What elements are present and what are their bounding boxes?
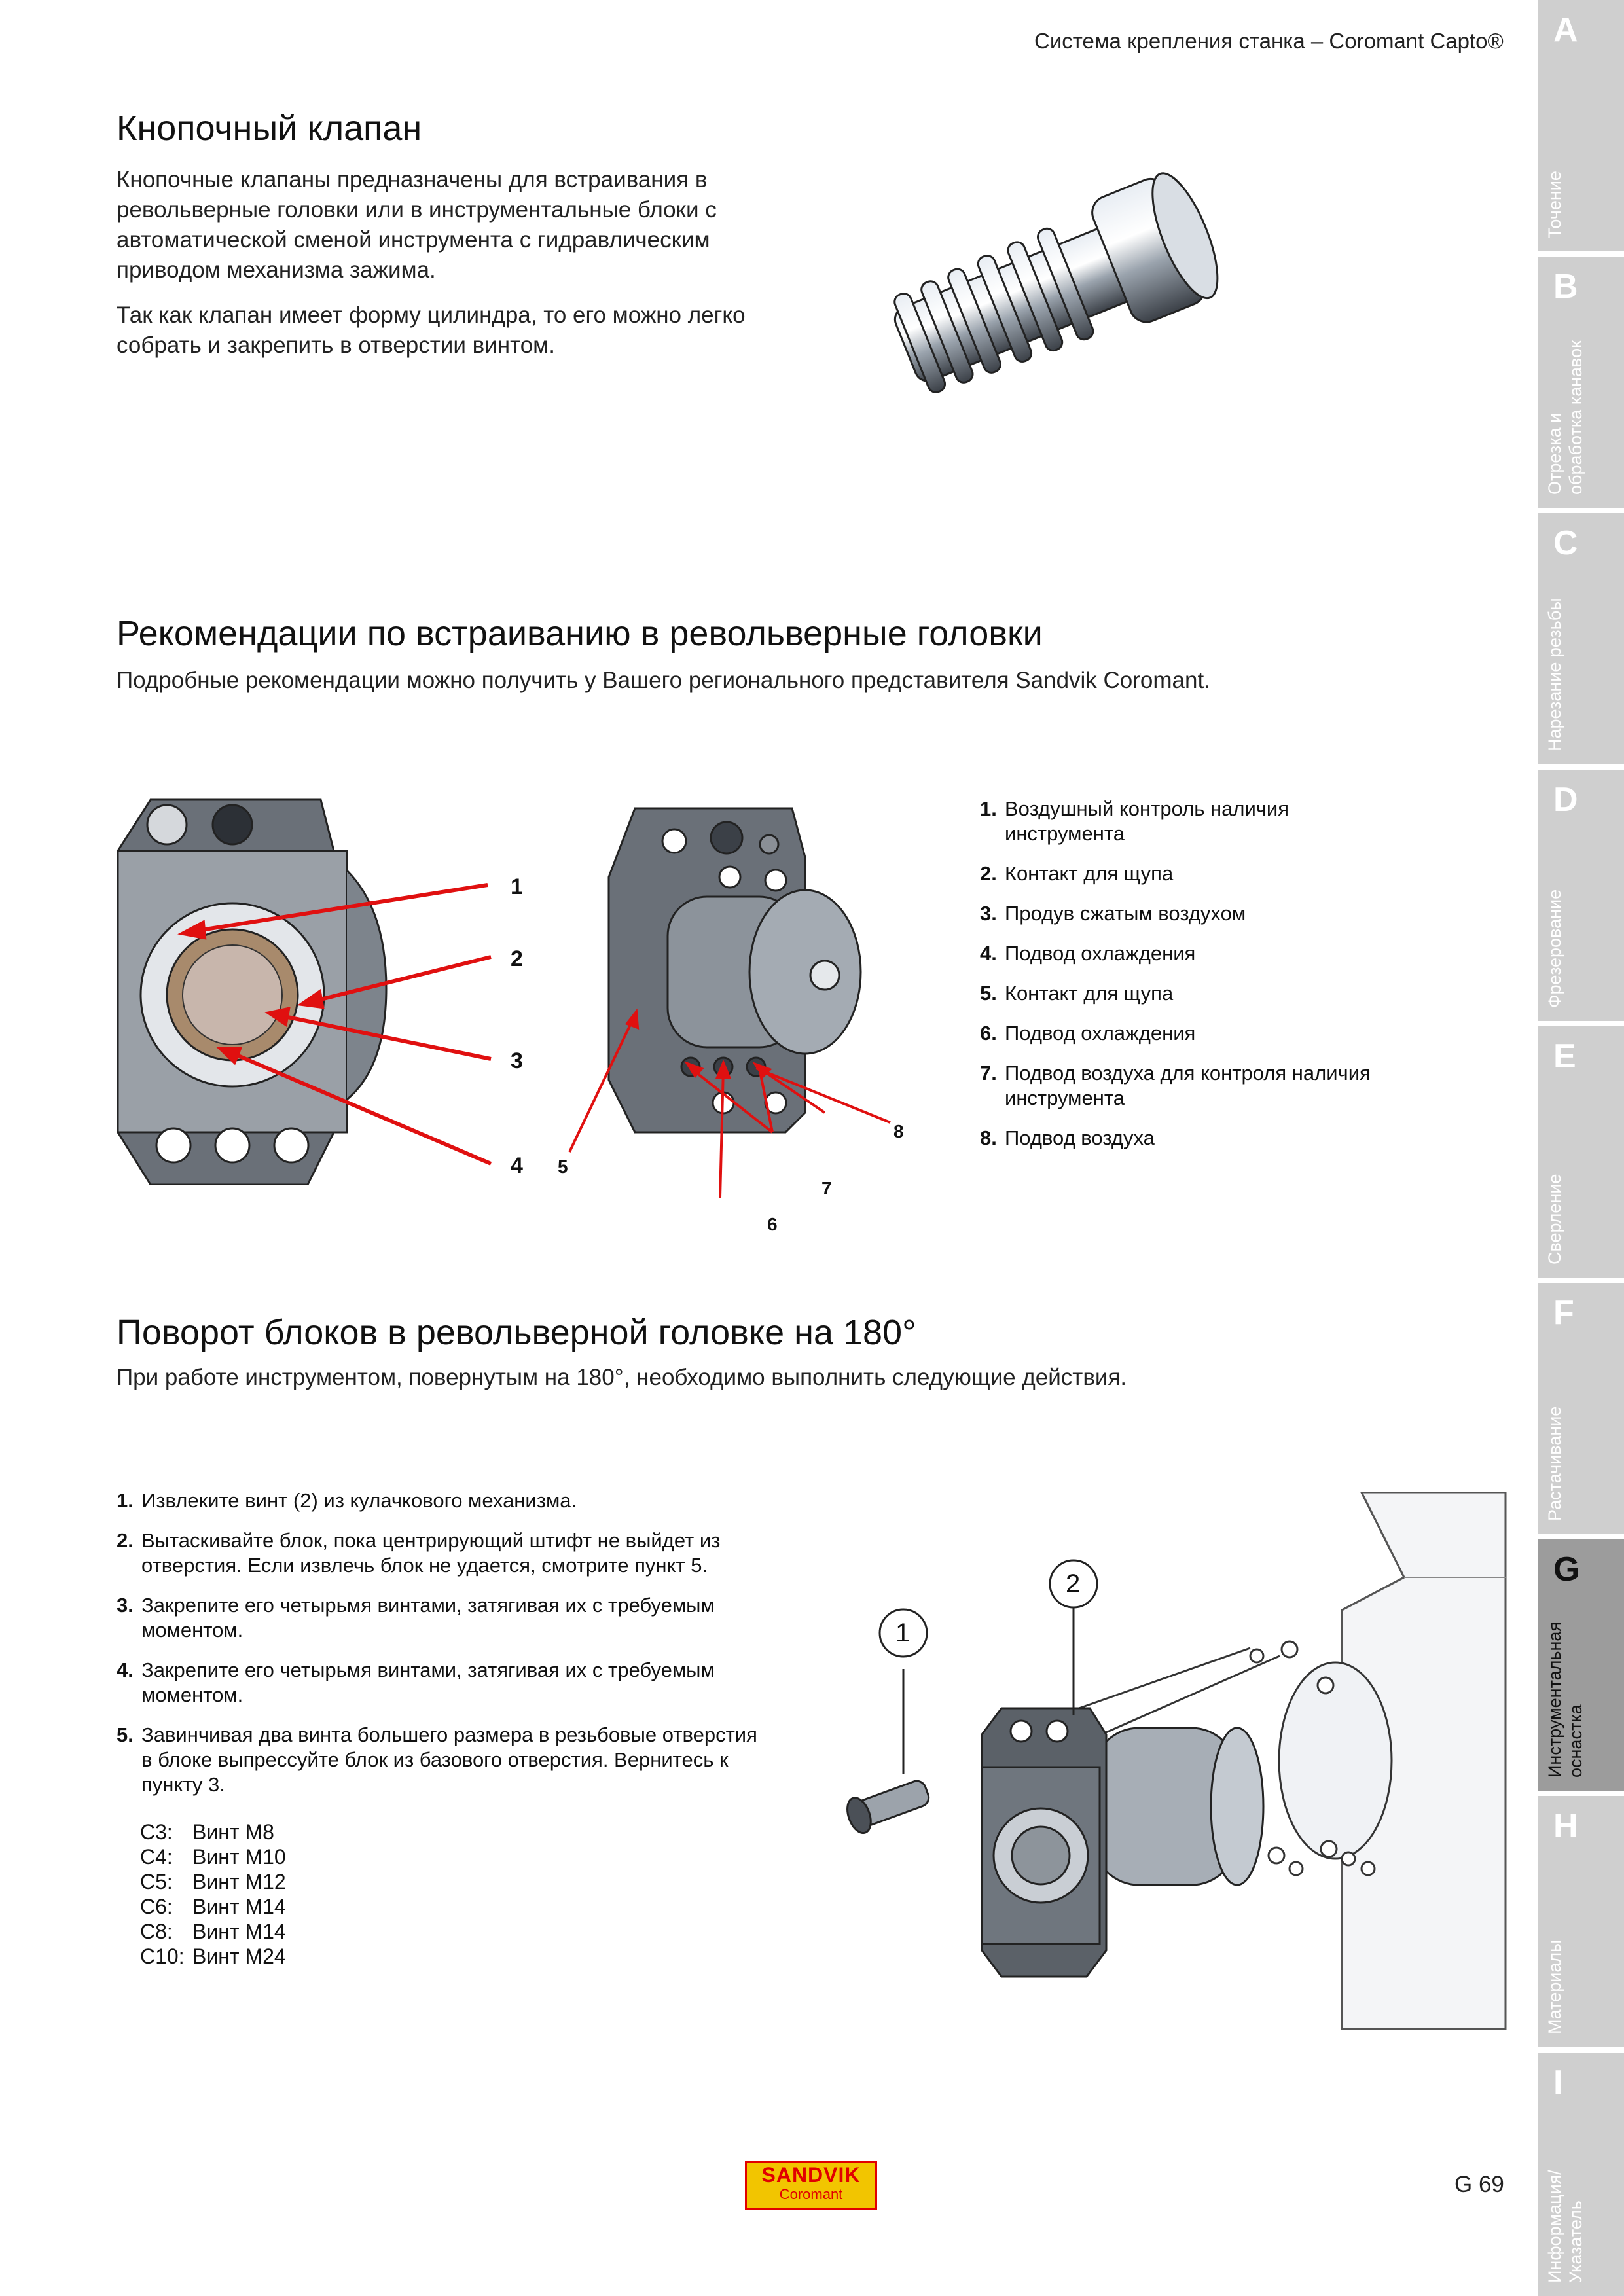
tab-c[interactable]	[1538, 513, 1624, 764]
text-line: автоматической сменой инструмента с гидравлическим	[117, 227, 710, 253]
legend-item: 6. Подвод охлаждения	[980, 1022, 1196, 1045]
section-title-button-valve: Кнопочный клапан	[117, 109, 422, 148]
callout-5: 5	[558, 1157, 568, 1177]
tab-letter: D	[1553, 781, 1578, 819]
callout-7: 7	[821, 1178, 832, 1198]
section1-para2	[117, 300, 746, 361]
text-line: револьверные головки или в инструментальные блоки с	[117, 197, 717, 223]
procedure-steps	[117, 1488, 837, 1812]
screw-size-table	[140, 1820, 286, 1969]
step-item: 5. Завинчивая два винта большего размера в резьбовые отверстия в блоке выпрессуйте блок из базового отверстия. Вернитесь к пункту 3.	[117, 1723, 757, 1796]
tab-i[interactable]	[1538, 2053, 1624, 2296]
tab-label: Сверление	[1545, 1174, 1564, 1265]
tab-label: Информация/ Указатель	[1545, 2170, 1585, 2283]
turret-block-front-image	[111, 792, 530, 1185]
section1-para1	[117, 165, 717, 285]
size-row: C5: Винт M12	[140, 1870, 286, 1893]
callout-assembly-2: 2	[1066, 1570, 1081, 1598]
chapter-tabs	[1538, 0, 1624, 2296]
callout-3: 3	[511, 1049, 523, 1073]
tab-a[interactable]	[1538, 0, 1624, 251]
tab-label: Растачивание	[1545, 1406, 1564, 1521]
tab-letter: A	[1553, 11, 1578, 49]
legend-item: 4. Подвод охлаждения	[980, 942, 1196, 965]
tab-label: Отрезка и обработка канавок	[1545, 340, 1585, 495]
callout-2: 2	[511, 946, 523, 971]
tab-b[interactable]	[1538, 257, 1624, 508]
callout-assembly-1: 1	[895, 1619, 911, 1647]
step-item: 2. Вытаскивайте блок, пока центрирующий штифт не выйдет из отверстия. Если извлечь блок не удается, смотрите пункт 5.	[117, 1529, 721, 1577]
tab-h[interactable]	[1538, 1796, 1624, 2047]
step-item: 1. Извлеките винт (2) из кулачкового механизма.	[117, 1489, 577, 1512]
size-row: C4: Винт M10	[140, 1845, 286, 1869]
connection-legend	[980, 797, 1451, 1166]
legend-item: 2. Контакт для щупа	[980, 862, 1174, 885]
block-assembly-image	[831, 1492, 1519, 2042]
text-line: Так как клапан имеет форму цилиндра, то его можно легко	[117, 302, 746, 328]
page-number: G 69	[1454, 2172, 1504, 2197]
size-row: C6: Винт M14	[140, 1895, 286, 1918]
legend-item: 3. Продув сжатым воздухом	[980, 902, 1246, 925]
section-title-turret-recommendations: Рекомендации по встраиванию в револьверные головки	[117, 614, 1043, 653]
section3-para: При работе инструментом, повернутым на 180°, необходимо выполнить следующие действия.	[117, 1365, 1127, 1390]
tab-letter: I	[1553, 2064, 1563, 2102]
callout-8: 8	[893, 1121, 904, 1141]
callout-6: 6	[767, 1214, 778, 1234]
tab-label: Инструментальная оснастка	[1545, 1621, 1585, 1778]
size-row: C10: Винт M24	[140, 1945, 286, 1968]
tab-f[interactable]	[1538, 1283, 1624, 1534]
tab-e[interactable]	[1538, 1026, 1624, 1278]
callout-1: 1	[511, 874, 523, 899]
tab-letter: C	[1553, 524, 1578, 562]
tab-label: Материалы	[1545, 1939, 1564, 2034]
tab-letter: B	[1553, 268, 1578, 306]
sandvik-logo: SANDVIK Coromant	[745, 2161, 877, 2210]
tab-label: Нарезание резьбы	[1545, 598, 1564, 751]
running-header: Система крепления станка – Coromant Capto®	[1034, 29, 1504, 53]
tab-d[interactable]	[1538, 770, 1624, 1021]
tab-label: Точение	[1545, 171, 1564, 238]
tab-g[interactable]	[1538, 1539, 1624, 1791]
step-item: 4. Закрепите его четырьмя винтами, затягивая их с требуемым моментом.	[117, 1659, 715, 1706]
section2-para: Подробные рекомендации можно получить у Вашего регионального представителя Sandvik Coromant.	[117, 668, 1210, 693]
legend-item: 5. Контакт для щупа	[980, 982, 1174, 1005]
legend-item: 1. Воздушный контроль наличия инструмента	[980, 797, 1290, 845]
text-line: Кнопочные клапаны предназначены для встраивания в	[117, 167, 708, 192]
text-line: собрать и закрепить в отверстии винтом.	[117, 332, 555, 358]
legend-item: 8. Подвод воздуха	[980, 1126, 1155, 1149]
tab-letter: G	[1553, 1551, 1580, 1588]
size-row: C8: Винт M14	[140, 1920, 286, 1943]
tab-letter: E	[1553, 1037, 1576, 1075]
tab-letter: F	[1553, 1294, 1574, 1332]
section-title-rotate-blocks: Поворот блоков в револьверной головке на 180°	[117, 1313, 916, 1352]
text-line: приводом механизма зажима.	[117, 257, 436, 283]
turret-block-rear-image	[550, 798, 916, 1244]
size-row: C3: Винт M8	[140, 1820, 274, 1844]
legend-item: 7. Подвод воздуха для контроля наличия инструмента	[980, 1062, 1371, 1109]
tab-letter: H	[1553, 1807, 1578, 1845]
tab-label: Фрезерование	[1545, 889, 1564, 1008]
button-valve-image	[864, 164, 1244, 393]
callout-4: 4	[511, 1153, 523, 1178]
step-item: 3. Закрепите его четырьмя винтами, затягивая их с требуемым моментом.	[117, 1594, 715, 1641]
